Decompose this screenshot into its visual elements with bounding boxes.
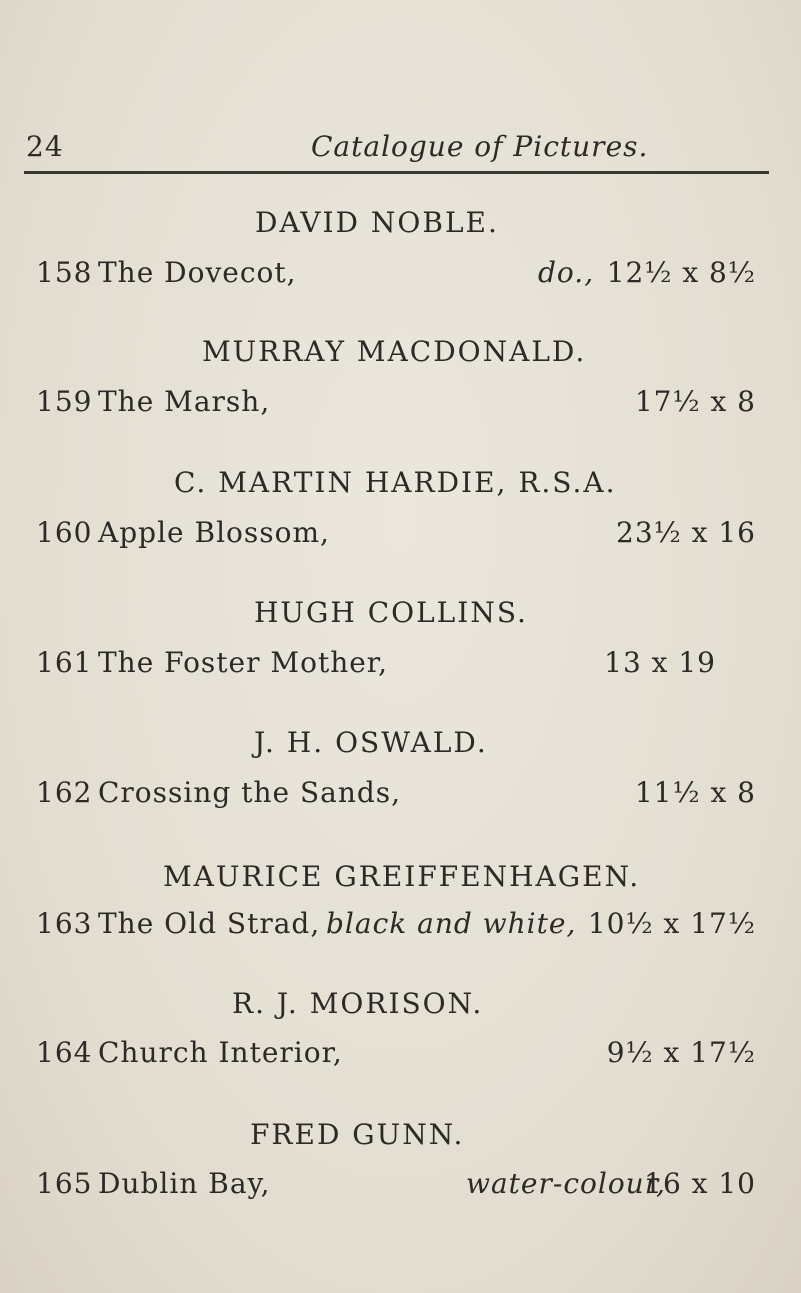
entry-title: Apple Blossom, — [98, 516, 330, 549]
entry-size: 16 x 10 — [644, 1167, 756, 1200]
catalogue-entry — [36, 1167, 776, 1207]
catalogue-entry — [36, 907, 776, 947]
entry-size: 17½ x 8 — [634, 385, 756, 418]
entry-number: 163 — [36, 907, 93, 940]
artist-heading: HUGH COLLINS. — [254, 596, 528, 629]
entry-number: 161 — [36, 646, 93, 679]
entry-medium: water-colour, — [466, 1167, 666, 1200]
artist-heading: C. MARTIN HARDIE, R.S.A. — [174, 466, 617, 499]
entry-title: The Marsh, — [98, 385, 271, 418]
page-number: 24 — [26, 130, 64, 163]
entry-size: 12½ x 8½ — [606, 256, 756, 289]
artist-heading: MAURICE GREIFFENHAGEN. — [163, 860, 641, 893]
catalogue-entry — [36, 385, 776, 425]
page-header — [26, 130, 766, 170]
entry-title: Crossing the Sands, — [98, 776, 402, 809]
header-rule — [24, 171, 769, 174]
artist-heading: MURRAY MACDONALD. — [202, 335, 587, 368]
catalogue-entry — [36, 646, 776, 686]
artist-heading: DAVID NOBLE. — [255, 206, 499, 239]
entry-size: 9½ x 17½ — [606, 1036, 756, 1069]
catalogue-entry — [36, 776, 776, 816]
entry-title: Church Interior, — [98, 1036, 343, 1069]
entry-number: 165 — [36, 1167, 93, 1200]
entry-size: 11½ x 8 — [634, 776, 756, 809]
catalogue-entry — [36, 256, 776, 296]
entry-number: 158 — [36, 256, 93, 289]
catalogue-entry — [36, 516, 776, 556]
artist-heading: J. H. OSWALD. — [254, 726, 488, 759]
entry-title: The Foster Mother, — [98, 646, 389, 679]
running-title: Catalogue of Pictures. — [311, 130, 649, 163]
entry-medium: black and white, — [326, 907, 577, 940]
entry-number: 162 — [36, 776, 93, 809]
entry-number: 164 — [36, 1036, 93, 1069]
artist-heading: R. J. MORISON. — [232, 987, 484, 1020]
entry-medium: do., — [538, 256, 595, 289]
entry-title: Dublin Bay, — [98, 1167, 271, 1200]
entry-title: The Dovecot, — [98, 256, 297, 289]
entry-size: 13 x 19 — [604, 646, 716, 679]
entry-number: 160 — [36, 516, 93, 549]
entry-title: The Old Strad, — [98, 907, 321, 940]
entry-size: 23½ x 16 — [616, 516, 756, 549]
artist-heading: FRED GUNN. — [250, 1118, 465, 1151]
catalogue-entry — [36, 1036, 776, 1076]
entry-number: 159 — [36, 385, 93, 418]
entry-size: 10½ x 17½ — [587, 907, 756, 940]
